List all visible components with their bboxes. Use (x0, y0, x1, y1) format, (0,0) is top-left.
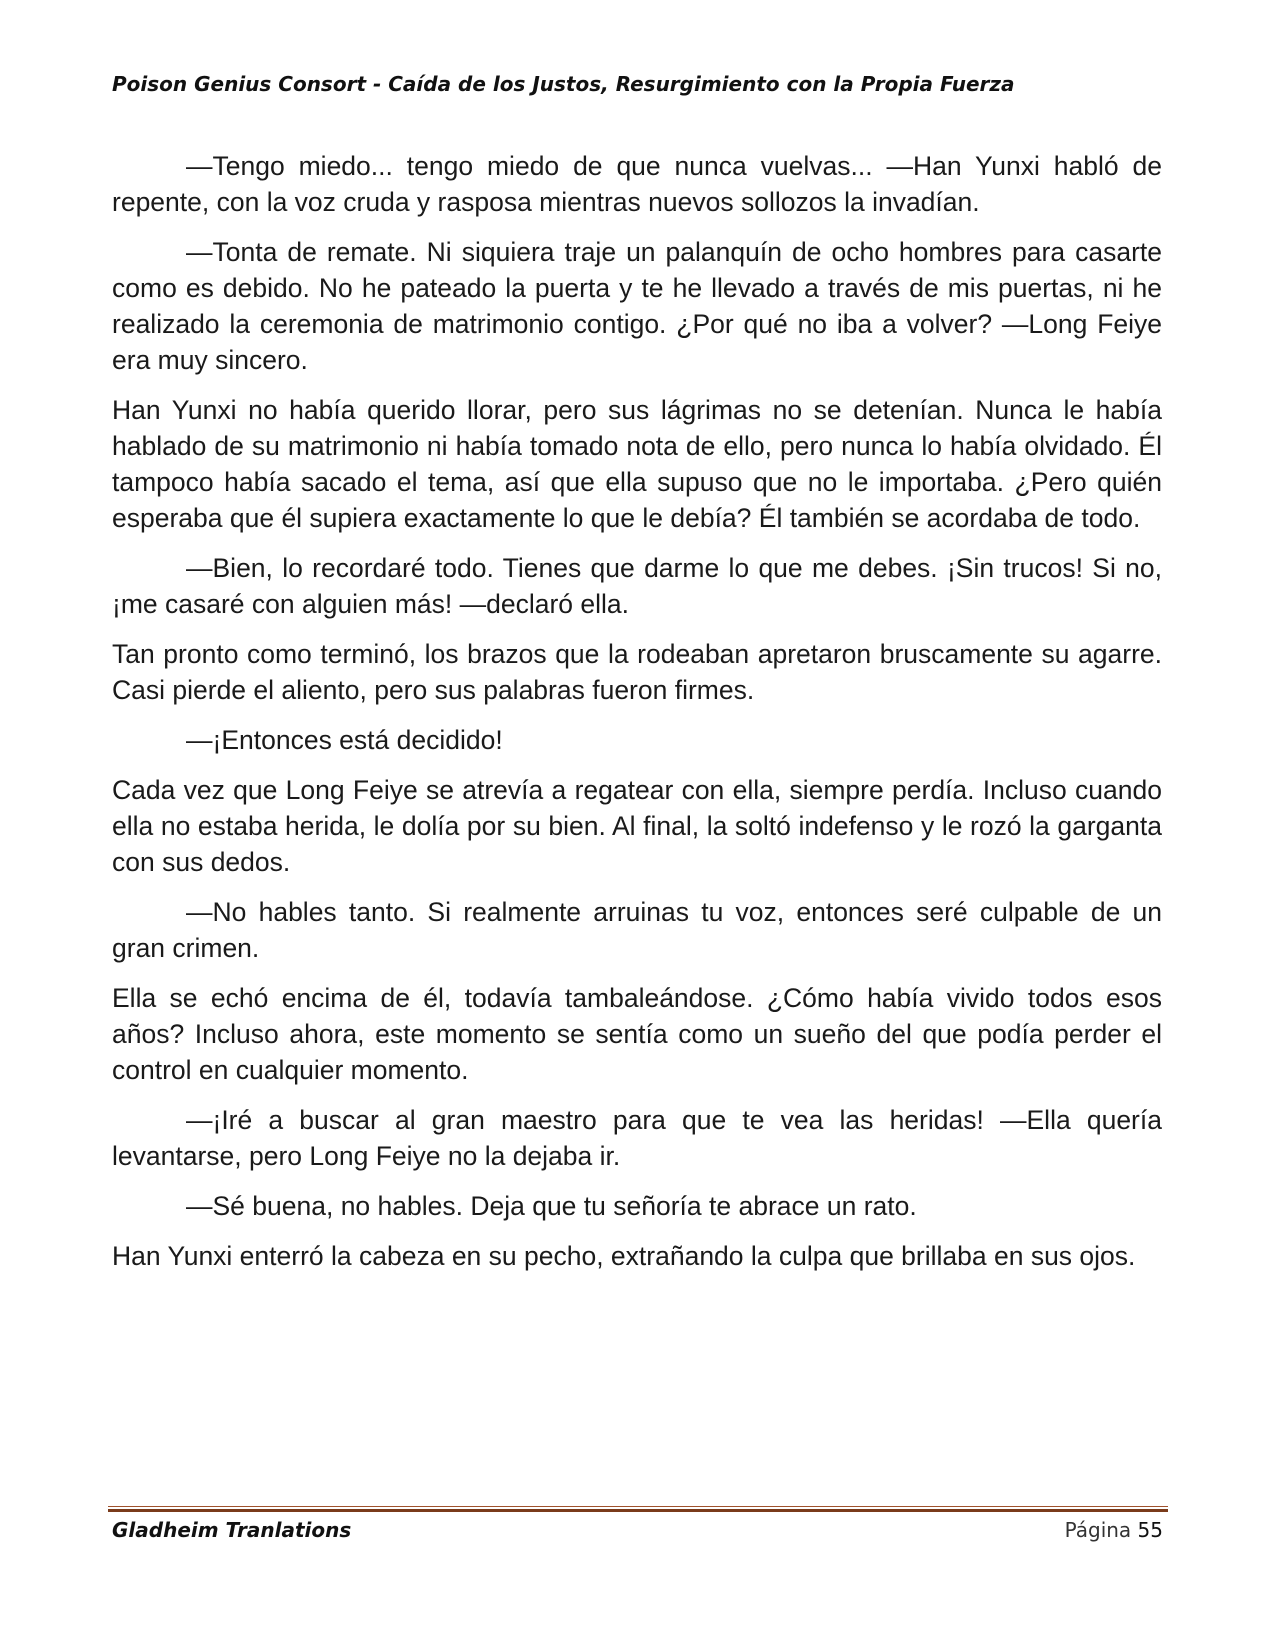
page-label: Página (1064, 1518, 1132, 1542)
dialog-paragraph: —No hables tanto. Si realmente arruinas tu voz, entonces seré culpable de un gran crimen. (112, 897, 1162, 963)
dialog-paragraph: —Bien, lo recordaré todo. Tienes que darme lo que me debes. ¡Sin trucos! Si no, ¡me casaré con alguien más! —declaró ella. (112, 553, 1162, 619)
narration-paragraph: Ella se echó encima de él, todavía tambaleándose. ¿Cómo había vivido todos esos años? Incluso ahora, este momento se sentía como un sueño del que podía perder el control en cualquier momento. (112, 983, 1162, 1085)
page-number-label (1065, 1518, 1163, 1542)
page-header-title: Poison Genius Consort - Caída de los Justos, Resurgimiento con la Propia Fuerza (112, 72, 1015, 96)
document-body (112, 148, 1162, 1288)
narration-paragraph: Han Yunxi no había querido llorar, pero sus lágrimas no se detenían. Nunca le había hablado de su matrimonio ni había tomado nota de ello, pero nunca lo había olvidado. Él tampoco había sacado el tema, así que ella supuso que no le importaba. ¿Pero quién esperaba que él supiera exactamente lo que le debía? Él también se acordaba de todo. (112, 395, 1162, 533)
dialog-paragraph: —Sé buena, no hables. Deja que tu señoría te abrace un rato. (186, 1191, 917, 1221)
footer-publisher: Gladheim Tranlations (112, 1518, 352, 1542)
dialog-paragraph: —Tengo miedo... tengo miedo de que nunca vuelvas... —Han Yunxi habló de repente, con la voz cruda y rasposa mientras nuevos sollozos la invadían. (112, 151, 1162, 217)
footer-divider (108, 1506, 1168, 1513)
dialog-paragraph: —¡Iré a buscar al gran maestro para que te vea las heridas! —Ella quería levantarse, pero Long Feiye no la dejaba ir. (112, 1105, 1162, 1171)
narration-paragraph: Cada vez que Long Feiye se atrevía a regatear con ella, siempre perdía. Incluso cuando ella no estaba herida, le dolía por su bien. Al final, la soltó indefenso y le rozó la garganta con sus dedos. (112, 775, 1162, 877)
dialog-paragraph: —Tonta de remate. Ni siquiera traje un palanquín de ocho hombres para casarte como es debido. No he pateado la puerta y te he llevado a través de mis puertas, ni he realizado la ceremonia de matrimonio contigo. ¿Por qué no iba a volver? —Long Feiye era muy sincero. (112, 237, 1162, 375)
dialog-paragraph: —¡Entonces está decidido! (186, 725, 503, 755)
page-number: 55 (1137, 1518, 1163, 1542)
narration-paragraph: Tan pronto como terminó, los brazos que la rodeaban apretaron bruscamente su agarre. Casi pierde el aliento, pero sus palabras fueron firmes. (112, 639, 1162, 705)
narration-paragraph: Han Yunxi enterró la cabeza en su pecho, extrañando la culpa que brillaba en sus ojos. (112, 1241, 1136, 1271)
